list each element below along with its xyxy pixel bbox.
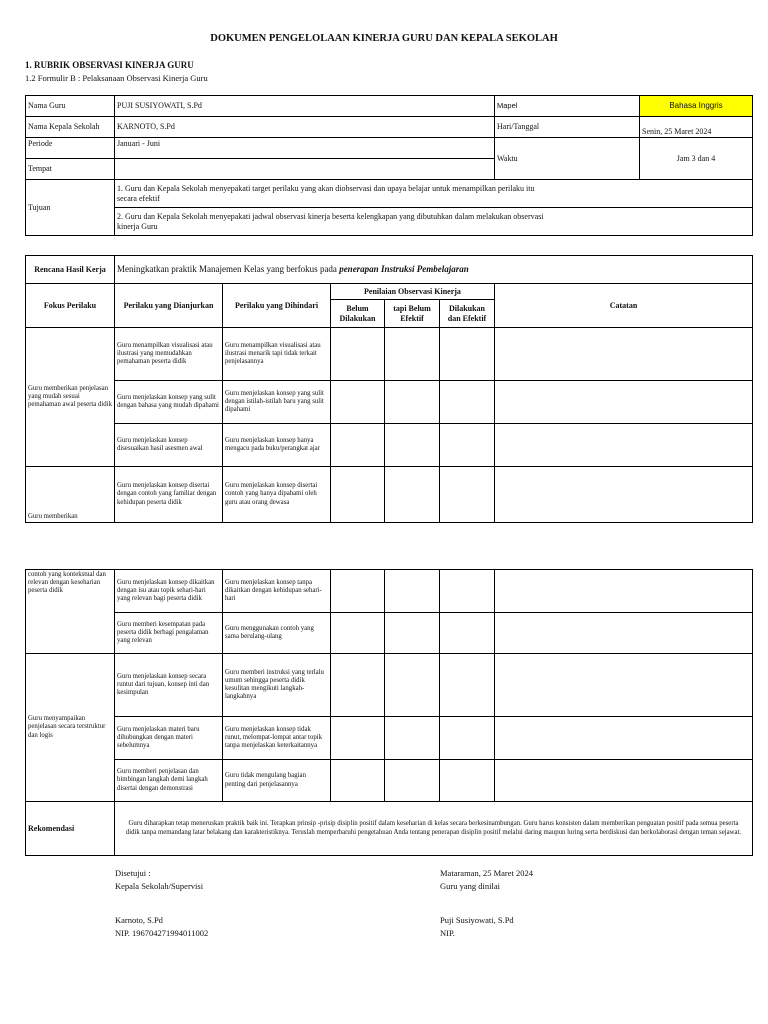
dihindari-b1: Guru menggunakan contoh yang sama berulang-ulang bbox=[223, 613, 331, 654]
score-cell[interactable] bbox=[440, 613, 495, 654]
header-catatan: Catatan bbox=[495, 284, 753, 328]
rhk-label: Rencana Hasil Kerja bbox=[26, 256, 115, 284]
score-cell[interactable] bbox=[331, 717, 385, 760]
value-periode: Januari - Juni bbox=[115, 138, 495, 159]
nip-kiri: NIP. 196704271994011002 bbox=[115, 928, 209, 938]
label-tujuan: Tujuan bbox=[26, 180, 115, 236]
label-hari: Hari/Tanggal bbox=[495, 117, 640, 138]
nama-kiri: Karnoto, S.Pd bbox=[115, 915, 163, 925]
header-dianjurkan: Perilaku yang Dianjurkan bbox=[115, 284, 223, 328]
score-cell[interactable] bbox=[385, 570, 440, 613]
jabatan-kiri: Kepala Sekolah/Supervisi bbox=[115, 881, 204, 891]
dihindari-b2: Guru memberi instruksi yang terlalu umum sehingga peserta didik kesulitan mengikuti langkah-langkahnya bbox=[223, 654, 331, 717]
fokus-2-top bbox=[26, 467, 115, 523]
rhk-text: Meningkatkan praktik Manajemen Kelas yang berfokus pada bbox=[117, 264, 340, 275]
dianjurkan-a2: Guru menjelaskan konsep disesuaikan hasil asesmen awal bbox=[115, 424, 223, 467]
catatan-cell[interactable] bbox=[495, 760, 753, 802]
jabatan-kanan: Guru yang dinilai bbox=[440, 881, 500, 891]
header-penilaian: Penilaian Observasi Kinerja bbox=[331, 284, 495, 300]
value-mapel: Bahasa Inggris bbox=[640, 96, 753, 117]
dianjurkan-a0: Guru menampilkan visualisasi atau ilustrasi yang memudahkan pemahaman peserta didik bbox=[115, 328, 223, 381]
dianjurkan-a3: Guru menjelaskan konsep disertai dengan contoh yang familiar dengan kehidupan peserta didik bbox=[115, 467, 223, 523]
document-title: DOKUMEN PENGELOLAAN KINERJA GURU DAN KEPALA SEKOLAH bbox=[210, 33, 558, 44]
catatan-cell[interactable] bbox=[495, 424, 753, 467]
disetujui-label: Disetujui : bbox=[115, 868, 151, 878]
catatan-cell[interactable] bbox=[495, 613, 753, 654]
catatan-cell[interactable] bbox=[495, 717, 753, 760]
catatan-cell[interactable] bbox=[495, 328, 753, 381]
section-heading: 1. RUBRIK OBSERVASI KINERJA GURU bbox=[25, 60, 194, 70]
tempat-tanggal: Mataraman, 25 Maret 2024 bbox=[440, 868, 533, 878]
score-cell[interactable] bbox=[331, 328, 385, 381]
score-cell[interactable] bbox=[385, 717, 440, 760]
score-cell[interactable] bbox=[440, 467, 495, 523]
dihindari-b0: Guru menjelaskan konsep tanpa dikaitkan dengan kehidupan sehari-hari bbox=[223, 570, 331, 613]
label-nama-guru: Nama Guru bbox=[26, 96, 115, 117]
score-cell[interactable] bbox=[331, 570, 385, 613]
score-cell[interactable] bbox=[440, 328, 495, 381]
header-fokus: Fokus Perilaku bbox=[26, 284, 115, 328]
fokus-1: Guru memberikan penjelasan yang mudah sesuai pemahaman awal peserta didik bbox=[26, 328, 115, 467]
fokus-2: contoh yang kontekstual dan relevan dengan keseharian peserta didik bbox=[26, 570, 115, 654]
rekom-label: Rekomendasi bbox=[26, 802, 115, 856]
score-cell[interactable] bbox=[331, 613, 385, 654]
label-mapel: Mapel bbox=[495, 96, 640, 117]
dianjurkan-b4: Guru memberi penjelasan dan bimbingan langkah demi langkah disertai dengan demonstrasi bbox=[115, 760, 223, 802]
dianjurkan-b3: Guru menjelaskan materi baru dihubungkan dengan materi sebelumnya bbox=[115, 717, 223, 760]
value-nama-guru: PUJI SUSIYOWATI, S.Pd bbox=[115, 96, 495, 117]
dihindari-a2: Guru menjelaskan konsep hanya mengacu pada buku/perangkat ajar bbox=[223, 424, 331, 467]
fokus-2-top-text: Guru memberikan bbox=[28, 512, 78, 520]
value-hari: Senin, 25 Maret 2024 bbox=[640, 117, 753, 138]
value-waktu: Jam 3 dan 4 bbox=[640, 138, 753, 180]
score-cell[interactable] bbox=[385, 381, 440, 424]
fokus-3: Guru menyampaikan penjelasan secara terstruktur dan logis bbox=[26, 654, 115, 802]
score-cell[interactable] bbox=[385, 654, 440, 717]
label-tempat: Tempat bbox=[26, 159, 115, 180]
score-cell[interactable] bbox=[385, 760, 440, 802]
score-cell[interactable] bbox=[385, 613, 440, 654]
dihindari-b3: Guru menjelaskan konsep tidak runut, melompat-lompat antar topik tanpa menjelaskan keterkaitannya bbox=[223, 717, 331, 760]
score-cell[interactable] bbox=[385, 467, 440, 523]
dihindari-b4: Guru tidak mengulang bagian penting dari penjelasannya bbox=[223, 760, 331, 802]
score-cell[interactable] bbox=[440, 424, 495, 467]
score-cell[interactable] bbox=[440, 570, 495, 613]
score-cell[interactable] bbox=[440, 717, 495, 760]
score-cell[interactable] bbox=[331, 381, 385, 424]
score-cell[interactable] bbox=[440, 760, 495, 802]
value-tempat bbox=[115, 159, 495, 180]
dihindari-a0: Guru menampilkan visualisasi atau ilustrasi menarik tapi tidak terkait penjelasannya bbox=[223, 328, 331, 381]
catatan-cell[interactable] bbox=[495, 381, 753, 424]
value-kepsek: KARNOTO, S.Pd bbox=[115, 117, 495, 138]
info-table bbox=[25, 95, 753, 236]
rubric-table-page1 bbox=[25, 255, 753, 523]
score-cell[interactable] bbox=[385, 328, 440, 381]
header-dihindari: Perilaku yang Dihindari bbox=[223, 284, 331, 328]
header-efektif: Dilakukan dan Efektif bbox=[440, 300, 495, 328]
tujuan-1: 1. Guru dan Kepala Sekolah menyepakati target perilaku yang akan diobservasi dan upaya belajar untuk menampilkan perilaku itu secara efektif bbox=[115, 180, 753, 208]
score-cell[interactable] bbox=[331, 654, 385, 717]
nama-kanan: Puji Susiyowati, S.Pd bbox=[440, 915, 514, 925]
rekom-text: Guru diharapkan tetap meneruskan praktik baik ini. Terapkan prinsip -prisip disiplin positif dalam keseharian di kelas secara berkesinambungan. Guru harus konsisten dalam memberikan penguatan positif pada semua peserta didik tanpa memandang latar belakang dan karakteristiknya. Teruslah memperbaruhi pengetahuan Anda tentang penerapan disiplin positif melalui daring maupun luring serta berdiskusi dan berkolaborasi dengan teman sejawat. bbox=[115, 802, 753, 856]
dihindari-a3: Guru menjelaskan konsep disertai contoh yang hanya dipahami oleh guru atau orang dewasa bbox=[223, 467, 331, 523]
score-cell[interactable] bbox=[331, 467, 385, 523]
label-kepsek: Nama Kepala Sekolah bbox=[26, 117, 115, 138]
subsection-heading: 1.2 Formulir B : Pelaksanaan Observasi Kinerja Guru bbox=[25, 73, 208, 83]
catatan-cell[interactable] bbox=[495, 467, 753, 523]
score-cell[interactable] bbox=[331, 760, 385, 802]
score-cell[interactable] bbox=[440, 381, 495, 424]
dianjurkan-b0: Guru menjelaskan konsep dikaitkan dengan isu atau topik sehari-hari yang relevan bagi peserta didik bbox=[115, 570, 223, 613]
rubric-table-page2 bbox=[25, 569, 753, 856]
label-periode: Periode bbox=[26, 138, 115, 159]
catatan-cell[interactable] bbox=[495, 570, 753, 613]
score-cell[interactable] bbox=[440, 654, 495, 717]
rhk-value bbox=[115, 256, 753, 284]
dihindari-a1: Guru menjelaskan konsep yang sulit dengan istilah-istilah baru yang sulit dipahami bbox=[223, 381, 331, 424]
header-belum: Belum Dilakukan bbox=[331, 300, 385, 328]
dianjurkan-b2: Guru menjelaskan konsep secara runtut dari tujuan, konsep inti dan kesimpulan bbox=[115, 654, 223, 717]
dianjurkan-a1: Guru menjelaskan konsep yang sulit dengan bahasa yang mudah dipahami bbox=[115, 381, 223, 424]
score-cell[interactable] bbox=[331, 424, 385, 467]
score-cell[interactable] bbox=[385, 424, 440, 467]
rhk-italic: penerapan Instruksi Pembelajaran bbox=[339, 264, 469, 275]
catatan-cell[interactable] bbox=[495, 654, 753, 717]
nip-kanan: NIP. bbox=[440, 928, 455, 938]
label-waktu: Waktu bbox=[495, 138, 640, 180]
dianjurkan-b1: Guru memberi kesempatan pada peserta didik berbagi pengalaman yang relevan bbox=[115, 613, 223, 654]
tujuan-2: 2. Guru dan Kepala Sekolah menyepakati jadwal observasi kinerja beserta kelengkapan yang dibutuhkan dalam melakukan observasi kinerja Guru bbox=[115, 208, 753, 236]
header-tapi: tapi Belum Efektif bbox=[385, 300, 440, 328]
